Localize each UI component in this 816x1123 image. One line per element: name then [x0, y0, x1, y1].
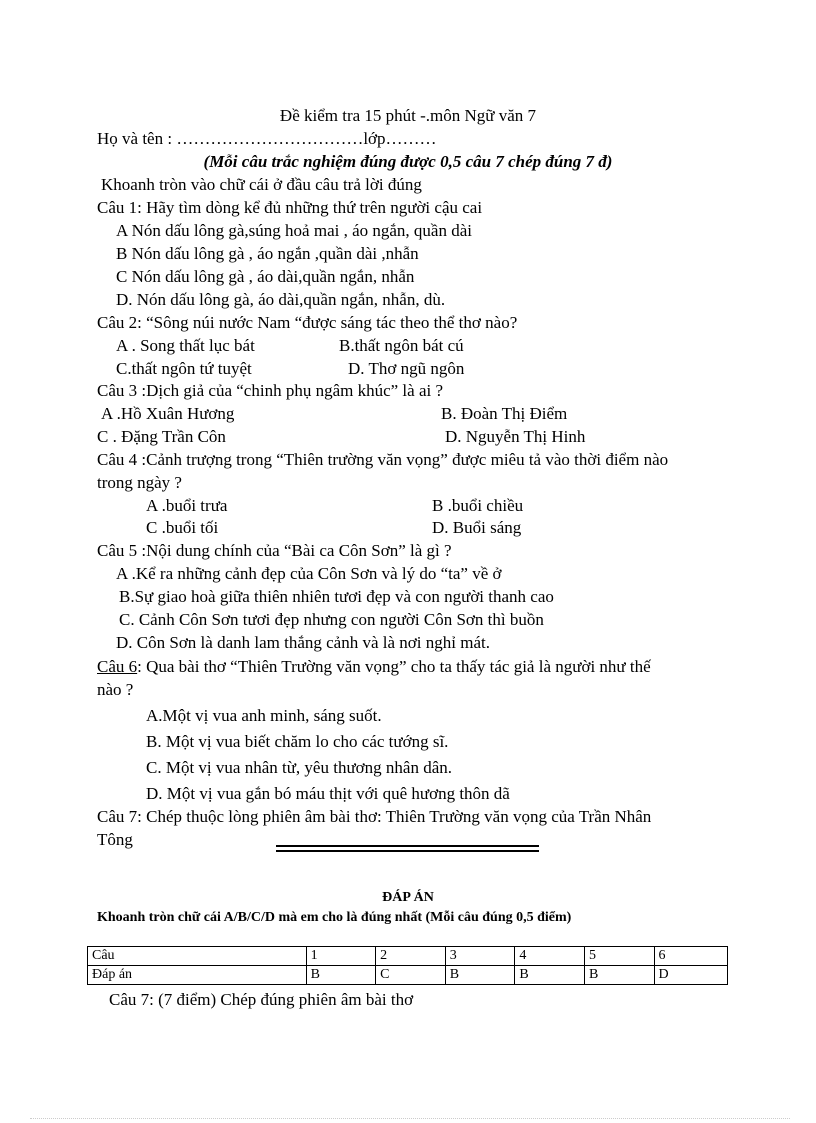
q4-option-d: D. Buổi sáng	[432, 518, 522, 537]
page-title: Đề kiểm tra 15 phút -.môn Ngữ văn 7	[279, 106, 537, 125]
table-header-cell: Đáp án	[88, 966, 307, 985]
q3-option-a: A .Hồ Xuân Hương	[101, 404, 235, 423]
q4-option-b: B .buổi chiều	[432, 496, 524, 515]
table-cell: 5	[584, 947, 654, 966]
q5-stem: Câu 5 :Nội dung chính của “Bài ca Côn Sơn” là gì ?	[97, 541, 452, 560]
q3-option-b: B. Đoàn Thị Điểm	[441, 404, 568, 423]
scoring-note: (Mỗi câu trắc nghiệm đúng được 0,5 câu 7 chép đúng 7 đ)	[203, 152, 613, 171]
q7-stem: Câu 7: Chép thuộc lòng phiên âm bài thơ: Thiên Trường văn vọng của Trần Nhân	[97, 807, 652, 826]
q1-option-a: A Nón dấu lông gà,súng hoả mai , áo ngắn, quần dài	[116, 221, 472, 240]
q6-option-a: A.Một vị vua anh minh, sáng suốt.	[146, 706, 382, 725]
q5-option-c: C. Cảnh Côn Sơn tươi đẹp nhưng con người Côn Sơn thì buồn	[119, 610, 544, 629]
q6-option-b: B. Một vị vua biết chăm lo cho các tướng sĩ.	[146, 732, 449, 751]
table-cell: B	[515, 966, 585, 985]
table-cell: B	[306, 966, 376, 985]
double-rule-divider	[276, 845, 539, 852]
q5-option-d: D. Côn Sơn là danh lam thắng cảnh và là nơi nghỉ mát.	[116, 633, 490, 652]
q6-stem	[97, 657, 651, 677]
q6-label: Câu 6	[97, 657, 138, 676]
answer-key-title: ĐÁP ÁN	[382, 890, 434, 905]
table-header-cell: Câu	[88, 947, 307, 966]
q2-option-c: C.thất ngôn tứ tuyệt	[116, 359, 252, 378]
q4-option-a: A .buổi trưa	[146, 496, 228, 515]
q6-stem-cont: nào ?	[97, 680, 134, 699]
instruction: Khoanh tròn vào chữ cái ở đầu câu trả lời đúng	[101, 175, 422, 194]
q7-answer-note: Câu 7: (7 điểm) Chép đúng phiên âm bài thơ	[109, 990, 414, 1009]
q4-stem-cont: trong ngày ?	[97, 473, 182, 492]
table-cell: B	[445, 966, 515, 985]
q4-option-c: C .buổi tối	[146, 518, 219, 537]
q5-option-b: B.Sự giao hoà giữa thiên nhiên tươi đẹp và con người thanh cao	[119, 587, 554, 606]
q4-stem: Câu 4 :Cảnh trượng trong “Thiên trường văn vọng” được miêu tả vào thời điểm nào	[97, 450, 669, 469]
q1-stem: Câu 1: Hãy tìm dòng kể đủ những thứ trên người cậu cai	[97, 198, 483, 217]
answer-key-instruction: Khoanh tròn chữ cái A/B/C/D mà em cho là đúng nhất (Mỗi câu đúng 0,5 điểm)	[97, 910, 572, 925]
name-line: Họ và tên : ……………………………lớp………	[97, 129, 437, 148]
q2-option-a: A . Song thất lục bát	[116, 336, 255, 355]
q3-option-d: D. Nguyễn Thị Hinh	[445, 427, 586, 446]
q1-option-b: B Nón dấu lông gà , áo ngắn ,quần dài ,nhẫn	[116, 244, 419, 263]
q2-option-d: D. Thơ ngũ ngôn	[348, 359, 465, 378]
q3-option-c: C . Đặng Trần Côn	[97, 427, 226, 446]
q1-option-d: D. Nón dấu lông gà, áo dài,quần ngắn, nhẫn, dù.	[116, 290, 446, 309]
table-cell: 3	[445, 947, 515, 966]
q2-stem: Câu 2: “Sông núi nước Nam “được sáng tác theo thể thơ nào?	[97, 313, 518, 332]
q5-option-a: A .Kể ra những cảnh đẹp của Côn Sơn và lý do “ta” về ở	[116, 564, 502, 583]
q1-option-c: C Nón dấu lông gà , áo dài,quần ngắn, nhẫn	[116, 267, 415, 286]
table-row-questions	[88, 947, 728, 966]
table-cell: 2	[376, 947, 446, 966]
q6-stem-text: : Qua bài thơ “Thiên Trường văn vọng” cho ta thấy tác giả là người như thế	[137, 657, 651, 676]
page-bottom-edge	[30, 1118, 790, 1119]
table-cell: 1	[306, 947, 376, 966]
q2-option-b: B.thất ngôn bát cú	[339, 336, 464, 355]
table-cell: B	[584, 966, 654, 985]
q7-stem-cont: Tông	[97, 830, 133, 849]
table-row-answers	[88, 966, 728, 985]
table-cell: 4	[515, 947, 585, 966]
table-cell: D	[654, 966, 727, 985]
q3-stem: Câu 3 :Dịch giả của “chinh phụ ngâm khúc” là ai ?	[97, 381, 444, 400]
q6-option-c: C. Một vị vua nhân từ, yêu thương nhân dân.	[146, 758, 452, 777]
table-cell: C	[376, 966, 446, 985]
table-cell: 6	[654, 947, 727, 966]
answer-key-table	[87, 946, 728, 985]
q6-option-d: D. Một vị vua gắn bó máu thịt với quê hương thôn dã	[146, 784, 510, 803]
